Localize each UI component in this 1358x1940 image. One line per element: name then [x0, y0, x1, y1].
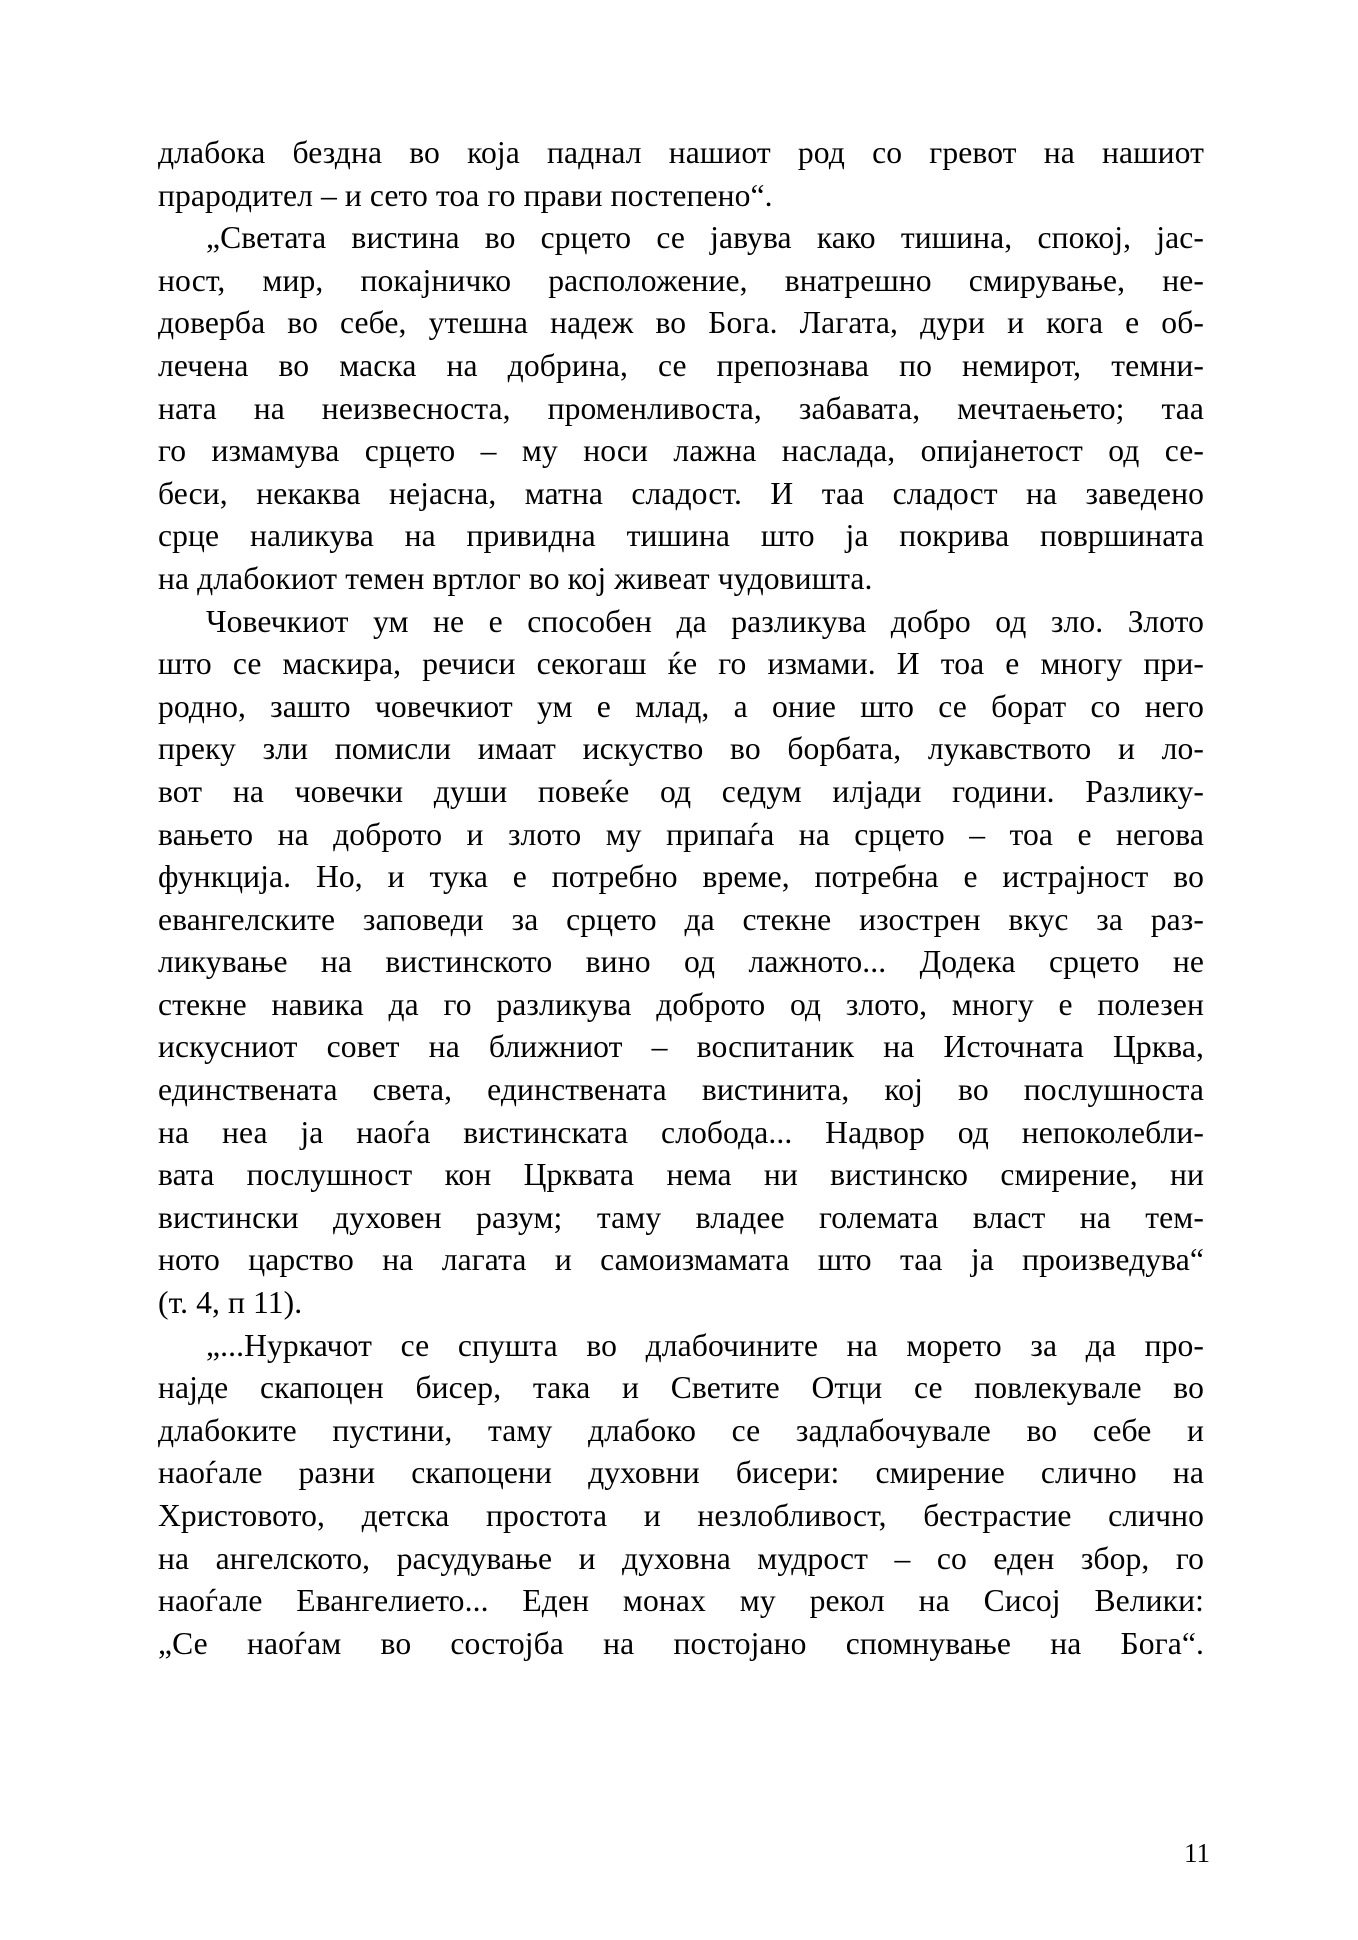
text-line: преку зли помисли имаат искуство во борбата, лукавството и ло- [158, 731, 1204, 767]
text-line: Христовото, детска простота и незлобливост, бестрастие слично [158, 1498, 1204, 1533]
text-line: на длабокиот темен вртлог во кој живеат чудовишта. [158, 560, 873, 596]
text-line: наоѓале разни скапоцени духовни бисери: смирение слично на [158, 1455, 1204, 1491]
text-line: ност, мир, покајничко расположение, внатрешно смирување, не- [158, 262, 1204, 298]
text-line: вањето на доброто и злото му припаѓа на срцето – тоа е негова [158, 816, 1204, 852]
body-text-block [158, 132, 1204, 1665]
text-line: „Се наоѓам во состојба на постојано спомнување на Бога“. [158, 1625, 1204, 1661]
text-line: вот на човечки души повеќе од седум илјади години. Разлику- [158, 773, 1204, 809]
text-line: ликување на вистинското вино од лажното... Додека срцето не [158, 944, 1204, 980]
text-line: најде скапоцен бисер, така и Светите Отци се повлекувале во [158, 1370, 1204, 1406]
text-line: на неа ја наоѓа вистинската слобода... Надвор од непоколебли- [158, 1114, 1204, 1150]
text-line: стекне навика да го разликува доброто од злото, многу е полезен [158, 986, 1204, 1022]
paragraph-4 [158, 1325, 1204, 1666]
text-line: го измамува срцето – му носи лажна наслада, опијанетост од се- [158, 433, 1204, 469]
text-line: „Светата вистина во срцето се јавува како тишина, спокој, јас- [206, 220, 1204, 256]
text-line: Човечкиот ум не е способен да разликува добро од зло. Злото [206, 603, 1204, 639]
text-line: беси, некаква нејасна, матна сладост. И таа сладост на заведено [158, 475, 1204, 511]
text-line: (т. 4, п 11). [158, 1285, 303, 1321]
text-line: вистински духовен разум; таму владее големата власт на тем- [158, 1199, 1204, 1235]
text-line: ната на неизвесноста, променливоста, забавата, мечтаењето; таа [158, 390, 1204, 426]
text-line: што се маскира, речиси секогаш ќе го измами. И тоа е многу при- [158, 646, 1204, 682]
text-line: единствената света, единствената вистинита, кој во послушноста [158, 1072, 1204, 1108]
text-line: искусниот совет на ближниот – воспитаник на Источната Црква, [158, 1029, 1204, 1065]
text-line: доверба во себе, утешна надеж во Бога. Лагата, дури и кога е об- [158, 305, 1204, 341]
text-line: длабоките пустини, таму длабоко се задлабочувале во себе и [158, 1412, 1204, 1448]
page-number: 11 [1184, 1838, 1210, 1868]
text-line: функција. Но, и тука е потребно време, потребна е истрајност во [158, 859, 1204, 895]
text-line: „...Нуркачот се спушта во длабочините на морето за да про- [206, 1327, 1204, 1363]
text-line: срце наликува на привидна тишина што ја покрива површината [158, 518, 1204, 554]
paragraph-2 [158, 217, 1204, 600]
text-line: лечена во маска на добрина, се препознава по немирот, темни- [158, 347, 1204, 383]
paragraph-1 [158, 132, 1204, 217]
text-line: родно, зашто човечкиот ум е млад, а оние што се борат со него [158, 688, 1204, 724]
text-line: прародител – и сето тоа го прави постепено“. [158, 177, 773, 213]
text-line: вата послушност кон Црквата нема ни вистинско смирение, ни [158, 1157, 1204, 1193]
text-line: на ангелското, расудување и духовна мудрост – со еден збор, го [158, 1540, 1204, 1576]
text-line: наоѓале Евангелието... Еден монах му рекол на Сисој Велики: [158, 1583, 1204, 1619]
text-line: ното царство на лагата и самоизмамата што таа ја произведува“ [158, 1242, 1204, 1278]
text-line: евангелските заповеди за срцето да стекне изострен вкус за раз- [158, 901, 1204, 937]
paragraph-3 [158, 601, 1204, 1325]
text-line: длабока бездна во која паднал нашиот род со гревот на нашиот [158, 135, 1204, 170]
